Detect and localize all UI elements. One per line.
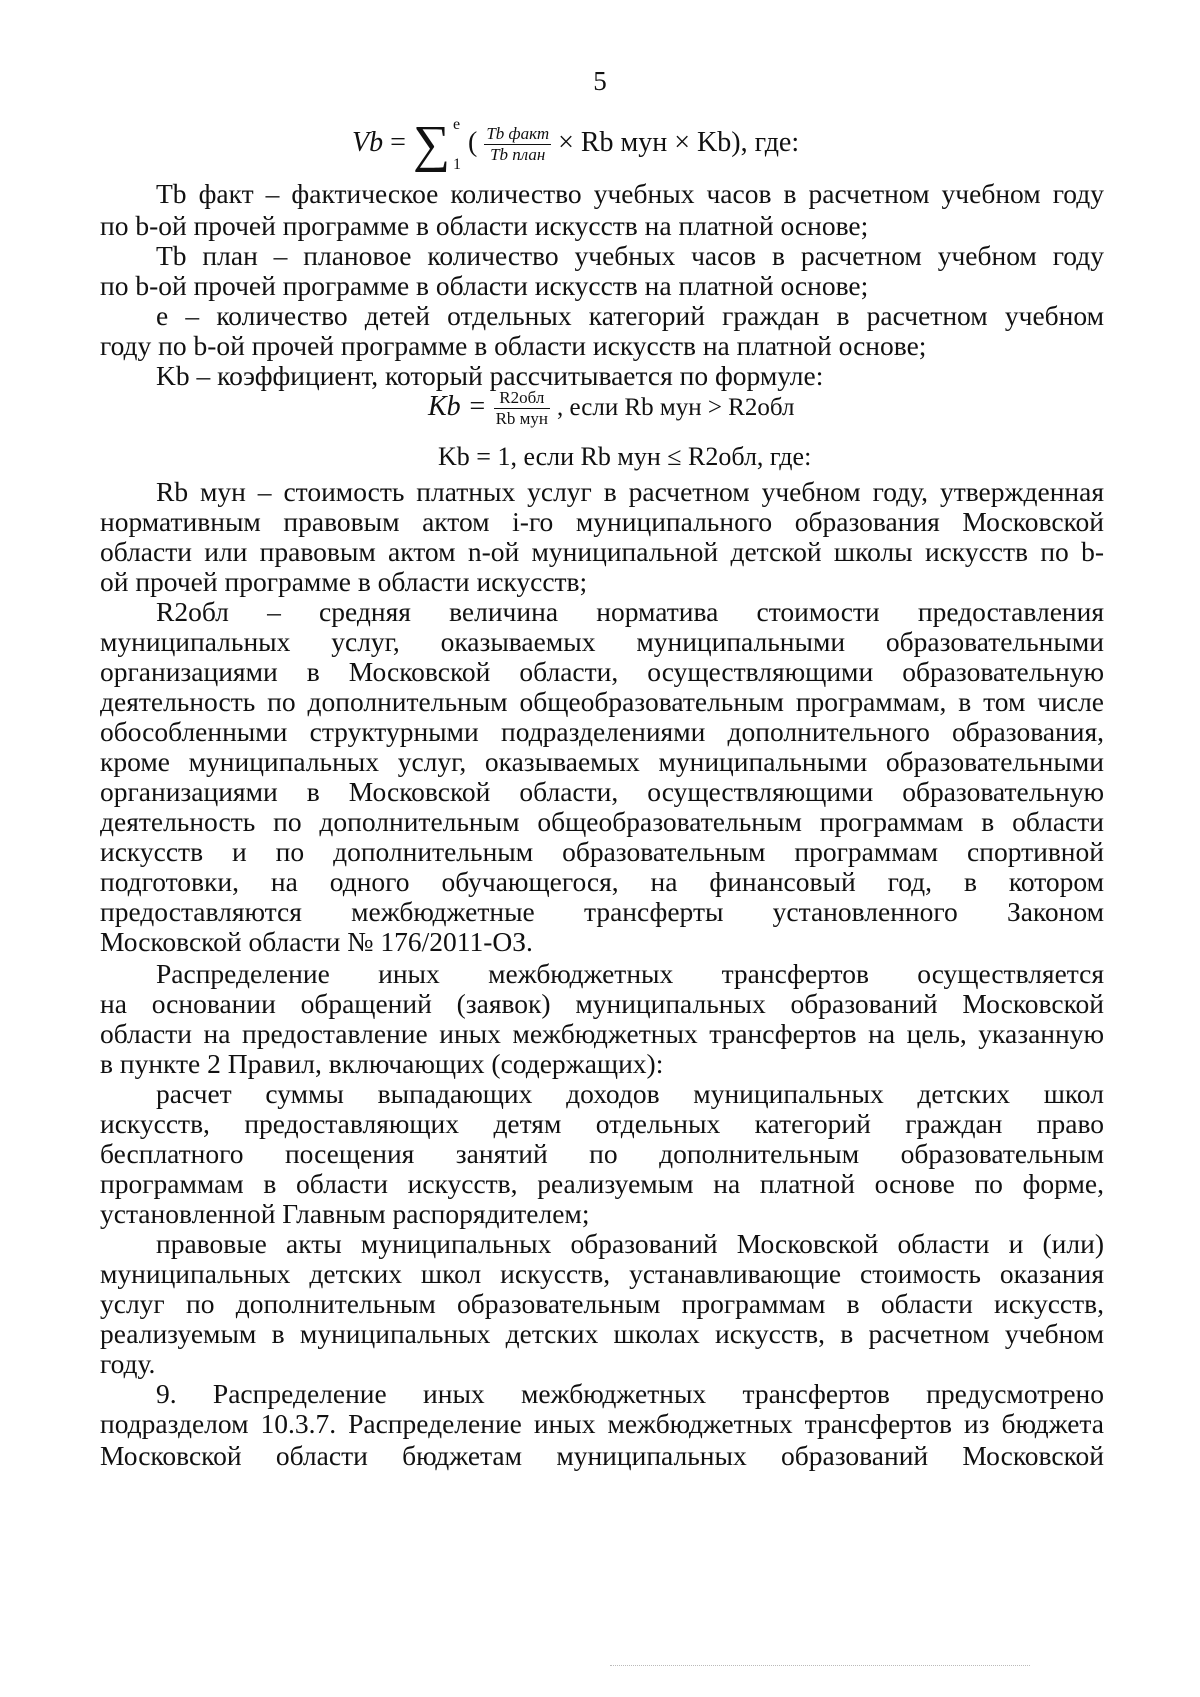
text-line: программам в области искусств, реализуемым на платной основе по форме,: [100, 1168, 1104, 1199]
text-line: искусств и по дополнительным образовательным программам спортивной: [100, 836, 1104, 867]
formula-kb-lhs: Kb =: [428, 390, 487, 422]
text-line: R2обл – средняя величина норматива стоимости предоставления: [156, 596, 1104, 627]
page-number: 5: [593, 66, 607, 96]
definition-kb: Kb – коэффициент, который рассчитывается по формуле:: [156, 360, 824, 391]
text-line: муниципальных детских школ искусств, устанавливающие стоимость оказания: [100, 1258, 1104, 1289]
formula-vb-rest: × Rb мун × Kb), где:: [558, 127, 800, 158]
text-line: деятельность по дополнительным общеобразовательным программам в области: [100, 806, 1104, 837]
text-line: предоставляются межбюджетные трансферты установленного Законом: [100, 896, 1104, 927]
formula-kb-case2: Kb = 1, если Rb мун ≤ R2обл, где:: [438, 442, 812, 471]
text-line: ой прочей программе в области искусств;: [100, 566, 588, 597]
formula-kb: [428, 388, 794, 429]
text-line: в пункте 2 Правил, включающих (содержащих):: [100, 1048, 664, 1079]
text-line: установленной Главным распорядителем;: [100, 1198, 590, 1229]
text-line: правовые акты муниципальных образований Московской области и (или): [156, 1228, 1104, 1259]
text-line: году по b-ой прочей программе в области искусств на платной основе;: [100, 330, 927, 361]
text-line: подразделом 10.3.7. Распределение иных межбюджетных трансфертов из бюджета: [100, 1408, 1104, 1439]
text-line: реализуемым в муниципальных детских школах искусств, в расчетном учебном: [100, 1318, 1104, 1349]
definition-e: е – количество детей отдельных категорий граждан в расчетном учебном: [156, 300, 1104, 331]
formula-kb-condition: , если Rb мун > R2обл: [557, 393, 795, 421]
text-line: Московской области бюджетам муниципальных образований Московской: [100, 1440, 1104, 1471]
text-line: нормативным правовым актом i-го муниципального образования Московской: [100, 506, 1104, 537]
definition-tplan: Tb план – плановое количество учебных часов в расчетном учебном году: [156, 240, 1104, 271]
text-line: бесплатного посещения занятий по дополнительным образовательным: [100, 1138, 1104, 1169]
text-line: по b-ой прочей программе в области искусств на платной основе;: [100, 270, 869, 301]
fraction-r-numerator: R2обл: [494, 388, 550, 409]
scan-artifact: [610, 1665, 1030, 1668]
definition-tfact: Tb факт – фактическое количество учебных часов в расчетном учебном году: [156, 178, 1104, 209]
text-line: обособленными структурными подразделениями дополнительного образования,: [100, 716, 1104, 747]
fraction-t-numerator: Tb факт: [486, 124, 550, 144]
text-line: искусств, предоставляющих детям отдельных категорий граждан право: [100, 1108, 1104, 1139]
text-line: Rb мун – стоимость платных услуг в расчетном учебном году, утвержденная: [156, 476, 1104, 507]
fraction-r: [494, 388, 550, 429]
text-line: муниципальных услуг, оказываемых муниципальными образовательными: [100, 626, 1104, 657]
text-line: деятельность по дополнительным общеобразовательным программам, в том числе: [100, 686, 1104, 717]
text-line: году.: [100, 1348, 156, 1379]
fraction-r-denominator: Rb мун: [495, 409, 549, 428]
text-line: Московской области № 176/2011-ОЗ.: [100, 926, 533, 957]
text-line: на основании обращений (заявок) муниципальных образований Московской: [100, 988, 1104, 1019]
formula-vb: Vb = ∑ e 1 ( $\frac{\text{Tb факт}}{\text{Tb план}}$ × Rb мун × Kb), где:: [352, 115, 800, 173]
fraction-t: [484, 124, 551, 165]
fraction-t-denominator: Tb план: [490, 145, 546, 165]
text-line: 9. Распределение иных межбюджетных трансфертов предусмотрено: [156, 1378, 1104, 1409]
text-line: по b-ой прочей программе в области искусств на платной основе;: [100, 210, 869, 241]
formula-vb-lhs: Vb: [352, 127, 384, 158]
text-line: подготовки, на одного обучающегося, на финансовый год, в котором: [100, 866, 1104, 897]
sum-upper-limit: e: [452, 115, 461, 133]
text-line: кроме муниципальных услуг, оказываемых муниципальными образовательными: [100, 746, 1104, 777]
sum-symbol: ∑: [412, 116, 450, 173]
text-line: расчет суммы выпадающих доходов муниципальных детских школ: [156, 1078, 1104, 1109]
text-line: организациями в Московской области, осуществляющими образовательную: [100, 776, 1104, 807]
text-line: организациями в Московской области, осуществляющими образовательную: [100, 656, 1104, 687]
text-line: Распределение иных межбюджетных трансфертов осуществляется: [156, 958, 1104, 989]
text-line: области на предоставление иных межбюджетных трансфертов на цель, указанную: [100, 1018, 1104, 1049]
text-line: услуг по дополнительным образовательным программам в области искусств,: [100, 1288, 1104, 1319]
text-line: области или правовым актом n-ой муниципальной детской школы искусств по b-: [100, 536, 1104, 567]
sum-lower-limit: 1: [452, 155, 461, 173]
